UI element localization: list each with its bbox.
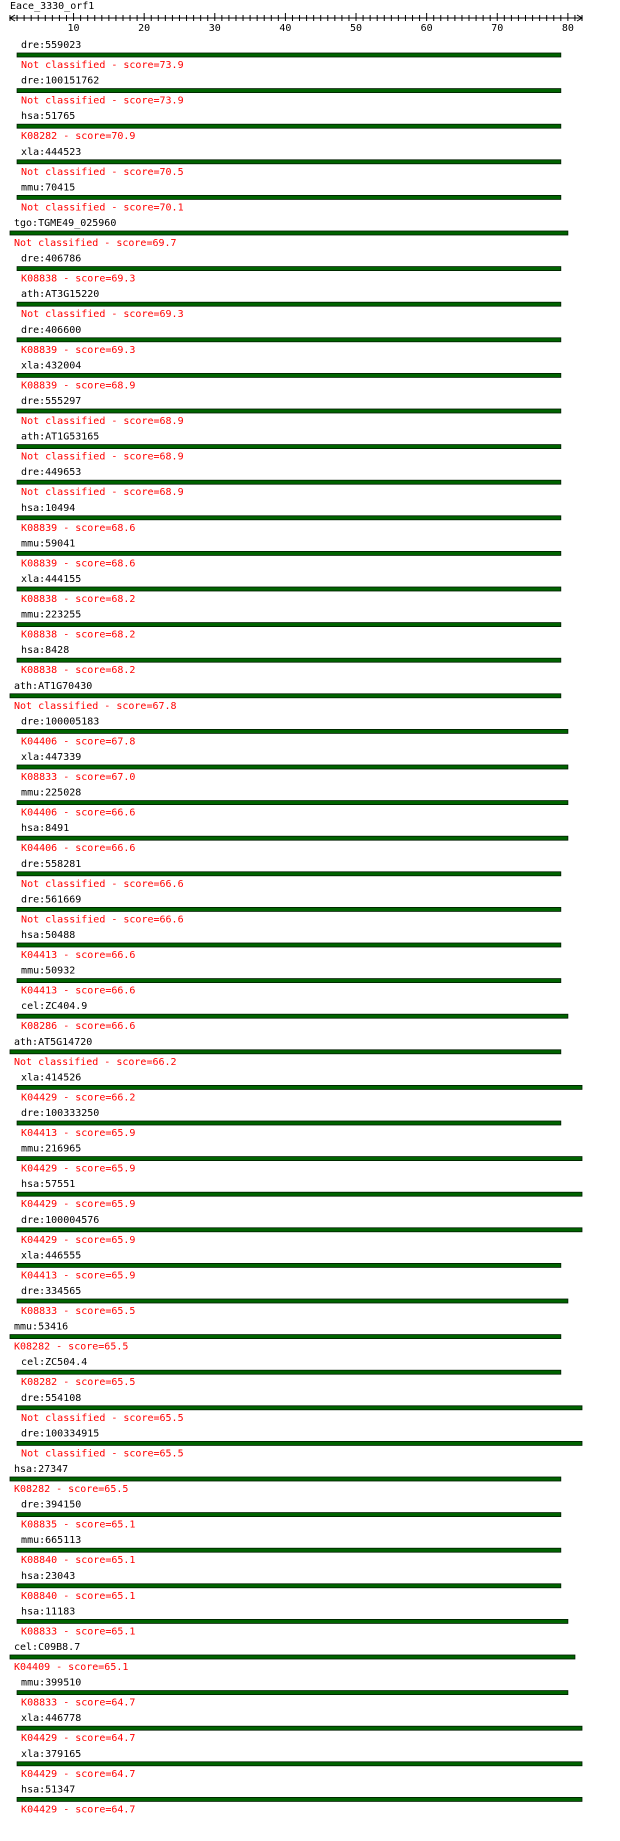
- hit-id: xla:444155: [21, 574, 82, 585]
- hit-classification: K04429 - score=65.9: [21, 1163, 136, 1175]
- hit-classification: K04406 - score=66.6: [21, 843, 136, 855]
- hit-row: [17, 716, 568, 747]
- hit-alignment-bar: [17, 1263, 561, 1267]
- hit-alignment-bar: [17, 872, 561, 876]
- ruler-tick-label: 20: [138, 23, 151, 34]
- hit-alignment-bar: [17, 1299, 568, 1303]
- hit-alignment-bar: [17, 907, 561, 911]
- hit-classification: Not classified - score=73.9: [21, 95, 184, 107]
- hit-classification: Not classified - score=67.8: [14, 700, 177, 712]
- hit-row: [17, 859, 561, 890]
- hit-classification: Not classified - score=68.9: [21, 416, 184, 427]
- hit-classification: K08839 - score=68.9: [21, 380, 136, 392]
- hit-classification: Not classified - score=73.9: [21, 60, 184, 71]
- hit-row: [17, 40, 561, 71]
- hit-classification: K04429 - score=64.7: [21, 1733, 136, 1745]
- hit-classification: K08833 - score=65.1: [21, 1626, 136, 1638]
- hit-id: xla:447339: [21, 752, 82, 763]
- hit-alignment-bar: [17, 1406, 582, 1410]
- hit-alignment-bar: [17, 409, 561, 413]
- hit-alignment-bar: [17, 445, 561, 449]
- hit-row: [17, 432, 561, 463]
- hit-alignment-bar: [17, 195, 561, 199]
- hit-id: mmu:70415: [21, 182, 76, 194]
- hit-classification: Not classified - score=70.5: [21, 166, 184, 178]
- hit-alignment-bar: [17, 1619, 568, 1623]
- hit-alignment-bar: [17, 338, 561, 342]
- hit-classification: K08840 - score=65.1: [21, 1590, 136, 1602]
- hit-alignment-bar: [17, 89, 561, 93]
- hit-alignment-bar: [17, 1370, 561, 1374]
- hit-row: [10, 1464, 561, 1495]
- hit-alignment-bar: [10, 1655, 575, 1659]
- hit-classification: Not classified - score=69.3: [21, 309, 184, 321]
- hit-classification: K04406 - score=66.6: [21, 807, 136, 819]
- hit-alignment-bar: [17, 124, 561, 128]
- hit-classification: K04429 - score=65.9: [21, 1199, 136, 1211]
- hit-row: [17, 111, 561, 142]
- hit-row: [17, 538, 561, 569]
- hit-id: hsa:51765: [21, 111, 76, 123]
- hit-classification: Not classified - score=66.6: [21, 914, 184, 926]
- hit-classification: K04409 - score=65.1: [14, 1662, 129, 1673]
- hit-row: [17, 396, 561, 427]
- hit-row: [10, 1037, 561, 1068]
- hit-id: hsa:10494: [21, 502, 76, 514]
- hit-classification: Not classified - score=66.6: [21, 878, 184, 890]
- hit-classification: Not classified - score=69.7: [14, 238, 177, 249]
- hit-id: tgo:TGME49_025960: [14, 218, 117, 229]
- hit-id: mmu:225028: [21, 787, 82, 799]
- hit-classification: K04429 - score=66.2: [21, 1092, 136, 1104]
- hit-alignment-bar: [17, 1014, 568, 1018]
- hit-row: [17, 645, 561, 676]
- hit-id: dre:449653: [21, 467, 82, 479]
- hit-row: [17, 752, 568, 783]
- hit-classification: K08839 - score=69.3: [21, 344, 136, 356]
- hit-id: xla:446778: [21, 1713, 82, 1725]
- hit-classification: K04413 - score=65.9: [21, 1270, 136, 1282]
- hit-row: [17, 1571, 561, 1602]
- hit-id: hsa:57551: [21, 1179, 76, 1191]
- hit-id: hsa:23043: [21, 1570, 76, 1582]
- hit-alignment-bar: [10, 1477, 561, 1481]
- hit-id: hsa:27347: [14, 1464, 69, 1475]
- hit-alignment-bar: [17, 1691, 568, 1695]
- hit-alignment-bar: [17, 1441, 582, 1445]
- hit-alignment-bar: [17, 1726, 582, 1730]
- hit-classification: Not classified - score=70.1: [21, 202, 184, 214]
- ruler-tick-label: 10: [67, 23, 80, 34]
- hit-classification: K08839 - score=68.6: [21, 522, 136, 534]
- hit-id: xla:446555: [21, 1250, 82, 1262]
- hit-classification: K08282 - score=65.5: [14, 1341, 129, 1353]
- hit-alignment-bar: [10, 694, 561, 698]
- hit-alignment-bar: [10, 231, 568, 235]
- hit-id: hsa:11183: [21, 1606, 76, 1618]
- hit-row: [17, 467, 561, 498]
- hit-alignment-bar: [17, 160, 561, 164]
- hit-classification: K08839 - score=68.6: [21, 558, 136, 570]
- hit-classification: K04429 - score=64.7: [21, 1768, 136, 1780]
- position-ruler: [10, 13, 582, 34]
- ruler-tick-label: 70: [491, 23, 504, 34]
- hit-id: dre:334565: [21, 1286, 82, 1297]
- hit-id: mmu:50932: [21, 965, 76, 977]
- hit-id: dre:100334915: [21, 1428, 100, 1440]
- hit-id: dre:555297: [21, 396, 82, 407]
- hit-classification: Not classified - score=65.5: [21, 1412, 184, 1424]
- hit-row: [17, 788, 568, 819]
- hit-classification: K08838 - score=68.2: [21, 594, 136, 605]
- hit-alignment-bar: [17, 943, 561, 947]
- hit-alignment-bar: [17, 1513, 561, 1517]
- hit-alignment-bar: [17, 551, 561, 555]
- hit-alignment-bar: [17, 765, 568, 769]
- hit-row: [17, 894, 561, 925]
- hit-row: [17, 966, 561, 997]
- hit-row: [10, 218, 568, 249]
- hit-classification: K04413 - score=66.6: [21, 985, 136, 997]
- hit-alignment-bar: [17, 979, 561, 983]
- ruler-tick-label: 80: [561, 23, 574, 34]
- hit-row: [17, 1072, 582, 1103]
- hit-row: [17, 823, 568, 854]
- hit-classification: K08835 - score=65.1: [21, 1519, 136, 1531]
- hit-alignment-bar: [17, 801, 568, 805]
- hit-classification: K08833 - score=64.7: [21, 1697, 136, 1709]
- hit-alignment-bar: [17, 1192, 582, 1196]
- hit-alignment-bar: [17, 623, 561, 627]
- hit-alignment-bar: [17, 1548, 561, 1552]
- hit-classification: Not classified - score=68.9: [21, 451, 184, 463]
- hit-row: [17, 503, 561, 534]
- hit-alignment-bar: [17, 373, 561, 377]
- hit-row: [17, 1286, 568, 1317]
- hit-row: [17, 1500, 561, 1531]
- hit-id: dre:100005183: [21, 716, 100, 728]
- hit-alignment-bar: [17, 1228, 582, 1232]
- hit-id: mmu:665113: [21, 1535, 82, 1547]
- hit-classification: Not classified - score=65.5: [21, 1448, 184, 1460]
- hit-alignment-bar: [17, 587, 561, 591]
- hit-row: [17, 1215, 582, 1246]
- hit-row: [17, 254, 561, 285]
- hit-id: xla:444523: [21, 146, 82, 158]
- hit-id: dre:406600: [21, 324, 82, 336]
- hit-id: dre:394150: [21, 1499, 82, 1511]
- hit-alignment-bar: [17, 1762, 582, 1766]
- hit-alignment-bar: [17, 836, 568, 840]
- hit-row: [10, 1642, 575, 1673]
- hit-id: dre:100333250: [21, 1108, 100, 1119]
- hit-id: ath:AT1G53165: [21, 431, 100, 443]
- hit-row: [17, 1678, 568, 1709]
- hit-id: mmu:399510: [21, 1677, 82, 1689]
- hit-id: dre:561669: [21, 894, 82, 906]
- hit-classification: K08833 - score=65.5: [21, 1306, 136, 1317]
- hit-id: cel:ZC404.9: [21, 1001, 88, 1013]
- hit-alignment-bar: [17, 658, 561, 662]
- hit-row: [17, 1535, 561, 1566]
- hit-row: [17, 1428, 582, 1459]
- hit-alignment-bar: [10, 1335, 561, 1339]
- hit-id: xla:414526: [21, 1072, 82, 1084]
- hit-classification: K04429 - score=65.9: [21, 1234, 136, 1246]
- hit-classification: K08838 - score=68.2: [21, 665, 136, 677]
- hit-classification: K08838 - score=68.2: [21, 629, 136, 641]
- hit-row: [17, 1749, 582, 1780]
- hit-list: [10, 40, 582, 1815]
- hit-classification: Not classified - score=68.9: [21, 487, 184, 499]
- hit-id: dre:406786: [21, 253, 82, 265]
- hit-alignment-bar: [17, 267, 561, 271]
- hit-row: [17, 325, 561, 356]
- hit-id: ath:AT1G70430: [14, 680, 93, 692]
- hit-row: [17, 1001, 568, 1032]
- hit-id: hsa:8428: [21, 645, 70, 657]
- hit-alignment-bar: [17, 1157, 582, 1161]
- query-title: Eace_3330_orf1: [10, 1, 95, 12]
- hit-alignment-bar: [17, 1584, 561, 1588]
- hit-id: hsa:51347: [21, 1784, 76, 1796]
- hit-id: dre:558281: [21, 858, 82, 870]
- hit-row: [17, 182, 561, 213]
- hit-row: [17, 1144, 582, 1175]
- hit-row: [17, 1393, 582, 1424]
- hit-id: mmu:216965: [21, 1143, 82, 1155]
- hit-id: hsa:50488: [21, 930, 76, 941]
- hit-classification: Not classified - score=66.2: [14, 1056, 177, 1068]
- hit-classification: K04413 - score=66.6: [21, 950, 136, 961]
- hit-row: [10, 1322, 561, 1353]
- hit-id: xla:379165: [21, 1748, 82, 1760]
- hit-id: hsa:8491: [21, 823, 70, 835]
- hit-classification: K04406 - score=67.8: [21, 736, 136, 748]
- hit-alignment-bar: [17, 1121, 561, 1125]
- hit-classification: K08838 - score=69.3: [21, 273, 136, 285]
- hit-row: [17, 1250, 561, 1281]
- hit-id: xla:432004: [21, 360, 82, 372]
- hit-alignment-bar: [10, 1050, 561, 1054]
- hit-row: [17, 574, 561, 605]
- hit-row: [17, 1784, 582, 1815]
- hit-alignment-bar: [17, 1797, 582, 1801]
- hit-id: cel:ZC504.4: [21, 1357, 88, 1369]
- hit-row: [17, 1606, 568, 1637]
- hit-classification: K08286 - score=66.6: [21, 1021, 136, 1033]
- hit-alignment-bar: [17, 1085, 582, 1089]
- ruler-tick-label: 50: [350, 23, 363, 34]
- hit-row: [17, 610, 561, 641]
- hit-id: ath:AT3G15220: [21, 289, 100, 301]
- hit-classification: K08282 - score=65.5: [14, 1484, 129, 1495]
- hit-id: mmu:223255: [21, 609, 82, 621]
- hit-alignment-bar: [17, 480, 561, 484]
- hit-id: ath:AT5G14720: [14, 1036, 93, 1048]
- hit-row: [17, 1179, 582, 1210]
- hit-row: [17, 1713, 582, 1744]
- hit-id: mmu:59041: [21, 538, 76, 550]
- hit-row: [10, 681, 561, 712]
- hit-row: [17, 930, 561, 961]
- hit-alignment-bar: [17, 302, 561, 306]
- ruler-tick-label: 30: [208, 23, 221, 34]
- hit-row: [17, 76, 561, 107]
- hit-row: [17, 1357, 561, 1388]
- hit-id: cel:C09B8.7: [14, 1642, 81, 1653]
- hit-classification: K08833 - score=67.0: [21, 772, 136, 783]
- hit-id: dre:100004576: [21, 1214, 100, 1226]
- hit-alignment-bar: [17, 729, 568, 733]
- hit-classification: K04413 - score=65.9: [21, 1128, 136, 1139]
- hit-row: [17, 289, 561, 320]
- hit-id: dre:559023: [21, 40, 82, 51]
- hit-row: [17, 147, 561, 178]
- hit-classification: K08840 - score=65.1: [21, 1555, 136, 1567]
- ruler-tick-label: 40: [279, 23, 292, 34]
- hit-alignment-bar: [17, 53, 561, 57]
- hit-alignment-bar: [17, 516, 561, 520]
- hit-classification: K08282 - score=65.5: [21, 1377, 136, 1389]
- ruler-tick-label: 60: [420, 23, 433, 34]
- hit-id: mmu:53416: [14, 1321, 69, 1333]
- hit-classification: K04429 - score=64.7: [21, 1804, 136, 1816]
- hit-id: dre:554108: [21, 1392, 82, 1404]
- hit-row: [17, 360, 561, 391]
- hit-id: dre:100151762: [21, 75, 100, 87]
- hit-row: [17, 1108, 561, 1139]
- hit-classification: K08282 - score=70.9: [21, 131, 136, 143]
